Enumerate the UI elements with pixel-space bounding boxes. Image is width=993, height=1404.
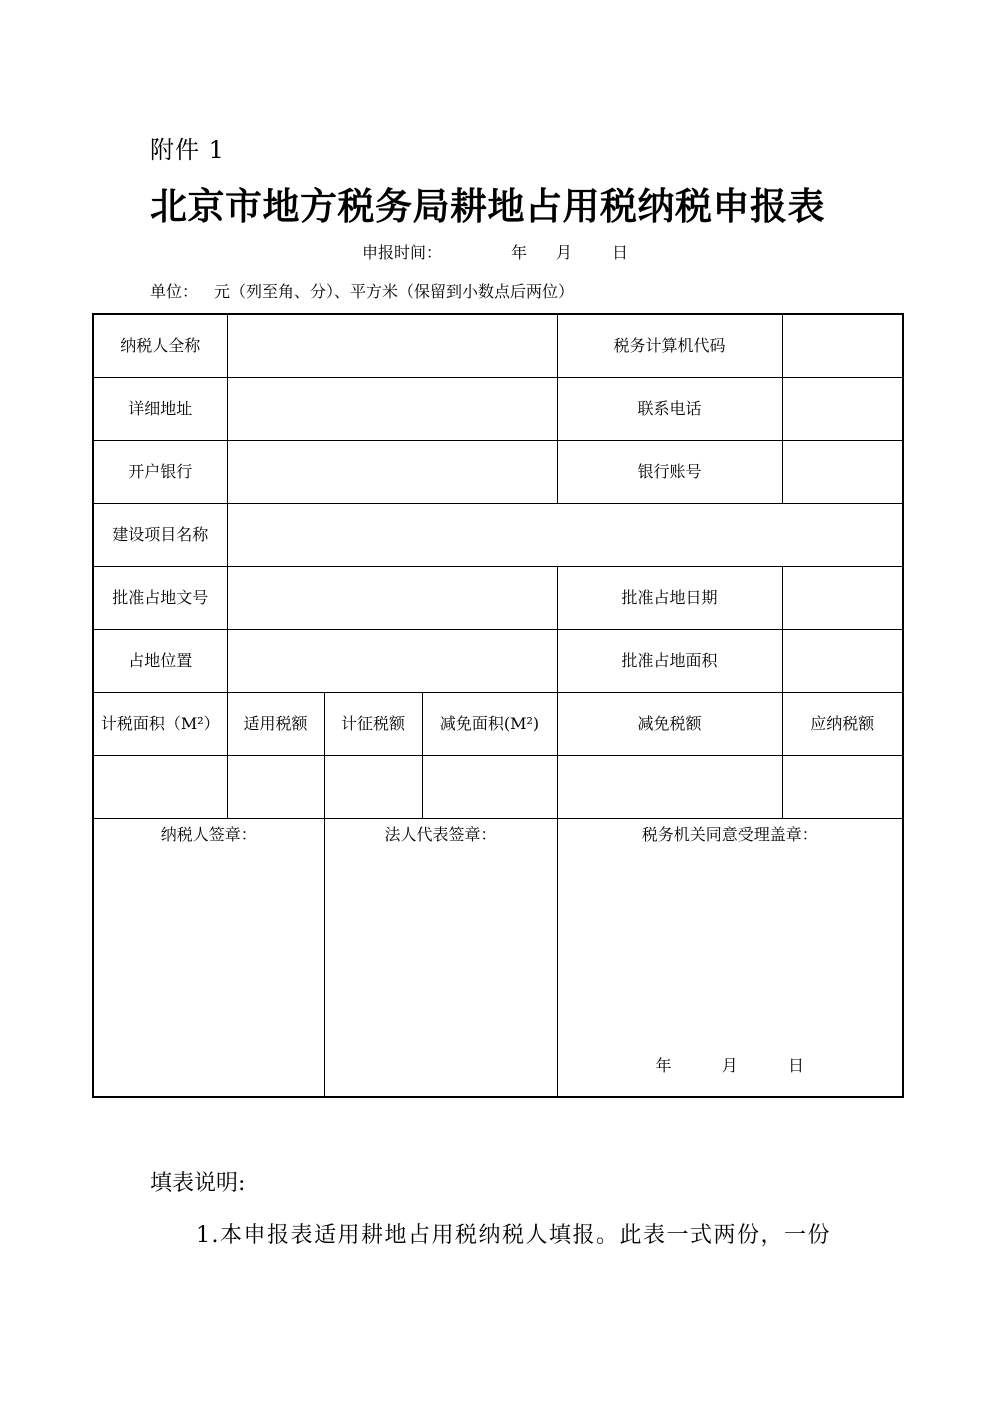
exempt-tax-field[interactable] xyxy=(557,755,782,818)
seal-month-label: 月 xyxy=(721,1055,738,1075)
page-title: 北京市地方税务局耕地占用税纳税申报表 xyxy=(150,184,825,228)
approval-date-field[interactable] xyxy=(782,566,903,629)
location-label: 占地位置 xyxy=(93,629,227,692)
tax-declaration-form xyxy=(92,313,904,1098)
form-row-values xyxy=(93,755,903,818)
tax-office-seal-area[interactable] xyxy=(557,818,903,1097)
levied-tax-field[interactable] xyxy=(324,755,422,818)
form-row-approval xyxy=(93,566,903,629)
declaration-year-label: 年 xyxy=(511,243,528,262)
approval-doc-label: 批准占地文号 xyxy=(93,566,227,629)
seal-day-label: 日 xyxy=(787,1055,804,1075)
seal-year-label: 年 xyxy=(655,1055,672,1075)
declaration-day-label: 日 xyxy=(612,243,629,262)
bank-account-field[interactable] xyxy=(782,440,903,503)
col-header-applicable-rate: 适用税额 xyxy=(227,692,324,755)
address-label: 详细地址 xyxy=(93,377,227,440)
col-header-payable-tax: 应纳税额 xyxy=(782,692,903,755)
approval-date-label: 批准占地日期 xyxy=(557,566,782,629)
applicable-rate-field[interactable] xyxy=(227,755,324,818)
approval-doc-field[interactable] xyxy=(227,566,557,629)
bank-field[interactable] xyxy=(227,440,557,503)
taxpayer-seal-label: 纳税人签章： xyxy=(160,824,257,844)
payable-tax-field[interactable] xyxy=(782,755,903,818)
form-row-location xyxy=(93,629,903,692)
col-header-exempt-area: 减免面积(M²) xyxy=(422,692,557,755)
col-header-levied-tax: 计征税额 xyxy=(324,692,422,755)
legal-rep-seal-area[interactable] xyxy=(324,818,557,1097)
seal-date xyxy=(558,1054,903,1078)
unit-label: 单位： xyxy=(150,282,199,301)
bank-account-label: 银行账号 xyxy=(557,440,782,503)
taxpayer-name-label: 纳税人全称 xyxy=(93,314,227,377)
notes-title: 填表说明: xyxy=(150,1171,246,1196)
form-row-taxpayer xyxy=(93,314,903,377)
note-item-1: 1.本申报表适用耕地占用税纳税人填报。此表一式两份，一份 xyxy=(196,1223,831,1248)
legal-rep-seal-label: 法人代表签章： xyxy=(384,824,497,844)
form-row-bank xyxy=(93,440,903,503)
attachment-label: 附件 1 xyxy=(150,136,225,164)
approved-area-label: 批准占地面积 xyxy=(557,629,782,692)
location-field[interactable] xyxy=(227,629,557,692)
unit-text: 元（列至角、分）、平方米（保留到小数点后两位） xyxy=(214,282,575,301)
address-field[interactable] xyxy=(227,377,557,440)
phone-label: 联系电话 xyxy=(557,377,782,440)
project-name-label: 建设项目名称 xyxy=(93,503,227,566)
bank-label: 开户银行 xyxy=(93,440,227,503)
form-row-project xyxy=(93,503,903,566)
declaration-time-label: 申报时间： xyxy=(362,243,443,262)
declaration-month-label: 月 xyxy=(556,243,573,262)
tax-office-seal-label: 税务机关同意受理盖章： xyxy=(641,824,818,844)
form-row-signatures xyxy=(93,818,903,1097)
form-row-address xyxy=(93,377,903,440)
approved-area-field[interactable] xyxy=(782,629,903,692)
tax-computer-code-label: 税务计算机代码 xyxy=(557,314,782,377)
taxpayer-seal-area[interactable] xyxy=(93,818,324,1097)
project-name-field[interactable] xyxy=(227,503,903,566)
col-header-exempt-tax: 减免税额 xyxy=(557,692,782,755)
taxpayer-name-field[interactable] xyxy=(227,314,557,377)
tax-computer-code-field[interactable] xyxy=(782,314,903,377)
phone-field[interactable] xyxy=(782,377,903,440)
form-row-column-headers xyxy=(93,692,903,755)
exempt-area-field[interactable] xyxy=(422,755,557,818)
col-header-taxable-area: 计税面积（M²） xyxy=(93,692,227,755)
taxable-area-field[interactable] xyxy=(93,755,227,818)
